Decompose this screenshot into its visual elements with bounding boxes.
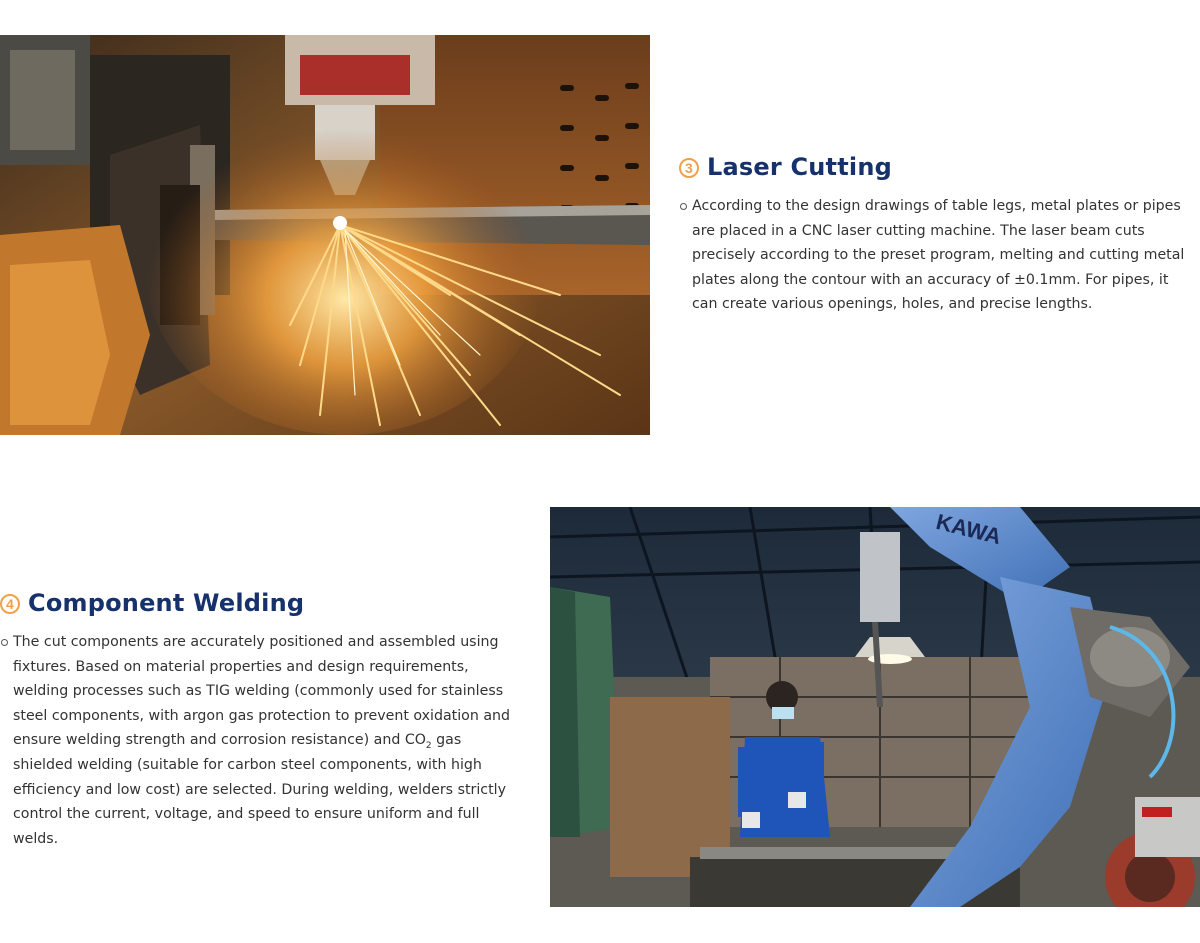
laser-cutting-heading [679,150,1194,184]
laser-cutting-illustration [0,35,650,435]
laser-cutting-photo [0,35,650,435]
step-number-badge: 3 [679,158,699,178]
laser-cutting-title: Laser Cutting [707,153,892,181]
component-welding-description [0,630,520,851]
welding-text-part2: gas shielded welding (suitable for carbon steel components, with high efficiency and low cost) are selected. During welding, welders strictly control the current, voltage, and speed to ensure uniform and full welds. [13,732,507,847]
component-welding-photo [550,507,1200,907]
step-number-badge: 4 [0,594,20,614]
component-welding-section [0,586,520,851]
robot-brand-text: KAWA [933,508,1004,550]
laser-cutting-description [679,194,1194,317]
component-welding-heading [0,586,520,620]
bullet-circle-icon [680,203,687,210]
welding-workshop-illustration [550,507,1200,907]
component-welding-title: Component Welding [28,589,305,617]
bullet-circle-icon [1,639,8,646]
welding-text-part1: The cut components are accurately positioned and assembled using fixtures. Based on material properties and design requirements, welding processes such as TIG welding (commonly used for stainless steel components, with argon gas protection to prevent oxidation and ensure welding strength and corrosion resistance) and CO [13,634,511,749]
laser-cutting-text: According to the design drawings of table legs, metal plates or pipes are placed in a CNC laser cutting machine. The laser beam cuts precisely according to the preset program, melting and cutting metal plates along the contour with an accuracy of ±0.1mm. For pipes, it can create various openings, holes, and precise lengths. [692,198,1185,313]
laser-cutting-section [679,150,1194,317]
co2-subscript: 2 [425,741,432,752]
